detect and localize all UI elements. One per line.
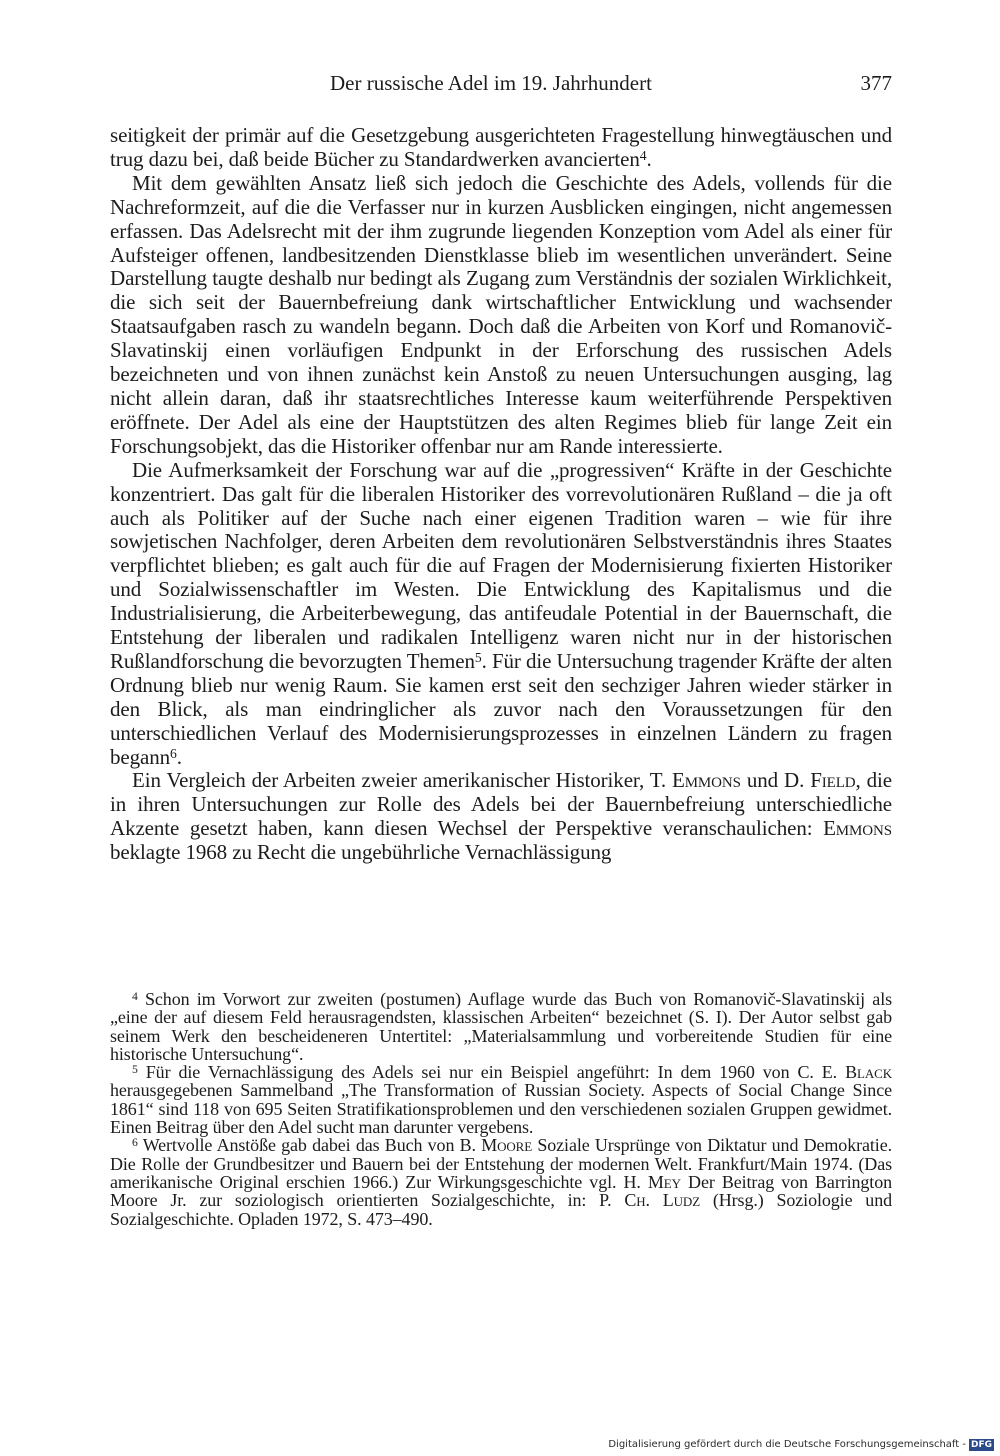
author-name-black: Black <box>845 1062 892 1083</box>
body-text <box>110 124 892 865</box>
footnote-ref-4: 4 <box>639 147 647 163</box>
footnote-6-text-2: Soziale Ursprünge von Diktatur und Demokratie. Die Rolle der Grundbesitzer und Bauern bei der Entstehung der modernen Welt. Frankfurt/Main 1974. (Das amerikanische Original erschien 1966.) Zur Wirkungsgeschichte vgl. H. <box>110 1135 892 1192</box>
paragraph-3: Die Aufmerksamkeit der Forschung war auf die „progressiven“ Kräfte in der Geschichte konzentriert. Das galt für die liberalen Historiker des vorrevolutionären Rußland – die ja oft auch als Politiker auf der Suche nach einer eigenen Tradition waren – wie für ihre sowjetischen Nachfolger, deren Arbeiten dem revolutionären Selbstverständnis ihres Staates verpflichtet blieben; es galt auch für die auf Fragen der Modernisierung fixierten Historiker und Sozialwissenschaftler im Westen. Die Entwicklung des Kapitalismus und die Industrialisierung, die Arbeiterbewegung, das antifeudale Potential in der Bauernschaft, die Entstehung der liberalen und radikalen Intelligenz waren nicht nur in der historischen Rußlandforschung die bevorzugten Themen$^5$. Für die Untersuchung tragender Kräfte der alten Ordnung blieb nur wenig Raum. Sie kamen erst seit den sechziger Jahren wieder stärker in den Blick, als man eindringlicher als zuvor nach den Voraussetzungen für den unterschiedlichen Verlauf des Modernisierungsprozesses in einzelnen Ländern zu fragen begann$^6$. <box>110 457 892 769</box>
paragraph-4 <box>110 769 892 865</box>
paragraph-1-text: seitigkeit der primär auf die Gesetzgebung ausgerichteten Fragestellung hinwegtäuschen und trug dazu bei, daß beide Bücher zu Standardwerken avancierten <box>110 123 892 171</box>
author-name-emmons: Emmons <box>671 768 741 793</box>
author-name-moore: Moore <box>481 1135 533 1156</box>
author-name-ludz: Ch. Ludz <box>624 1190 701 1211</box>
author-name-field: Field <box>810 768 856 793</box>
digitization-notice-text: Digitalisierung gefördert durch die Deutsche Forschungsgemeinschaft - <box>608 1439 966 1450</box>
paragraph-3-text-a: Die Aufmerksamkeit der Forschung war auf die „progressiven“ Kräfte in der Geschichte konzentriert. Das galt für die liberalen Historiker des vorrevolutionären Rußland – die ja oft auch als Politiker auf der Suche nach einer eigenen Tradition waren – wie für ihre sowjetischen Nachfolger, deren Arbeiten dem revolutionären Selbstverständnis ihres Staates verpflichtet blieben; es galt auch für die auf Fragen der Modernisierung fixierten Historiker und Sozialwissenschaftler im Westen. Die Entwicklung des Kapitalismus und die Industrialisierung, die Arbeiterbewegung, das antifeudale Potential in der Bauernschaft, die Entstehung der liberalen und radikalen Intelligenz waren nicht nur in der historischen Rußlandforschung die bevorzugten Themen <box>110 457 892 673</box>
footnote-5-text-1: Für die Vernachlässigung des Adels sei nur ein Beispiel angeführt: In dem 1960 von C. E. <box>137 1062 846 1083</box>
footnote-number-4: 4 <box>132 989 138 1003</box>
footnote-6 <box>110 1136 892 1227</box>
footnote-5 <box>110 1063 892 1136</box>
paragraph-3-text-b: . Für die Untersuchung tragender Kräfte der alten Ordnung blieb nur wenig Raum. Sie kamen erst seit den sechziger Jahren wieder stärker in den Blick, als man eindringlicher als zuvor nach den Voraussetzungen für den unterschiedlichen Verlauf des Modernisierungsprozesses in einzelnen Ländern zu fragen begann <box>110 648 892 769</box>
digitization-notice <box>608 1438 994 1452</box>
paragraph-4-text-4: beklagte 1968 zu Recht die ungebührliche Vernachlässigung <box>110 840 612 865</box>
footnote-number-6: 6 <box>132 1136 138 1150</box>
footnote-ref-6: 6 <box>170 745 177 761</box>
footnote-4 <box>110 990 892 1063</box>
paragraph-4-text-2: und D. <box>740 768 811 793</box>
footnote-6-text-3: Der Beitrag von Barrington Moore Jr. zur soziologisch orientierten Sozialgeschichte, in: P. <box>110 1171 893 1211</box>
footnote-4-text: Schon im Vorwort zur zweiten (postumen) Auflage wurde das Buch von Romanovič-Slavatinskij als „eine der auf diesem Feld herausragendsten, klassischen Arbeiten“ bezeichnet (S. I). Der Autor selbst gab seinem Werk den bescheideneren Untertitel: „Materialsammlung und vorbereitende Studien für eine historische Untersuchung“. <box>110 989 892 1064</box>
footnotes <box>110 990 892 1228</box>
footnote-6-text-1: Wertvolle Anstöße gab dabei das Buch von B. <box>137 1135 482 1156</box>
footnote-6-text-4: (Hrsg.) Soziologie und Sozialgeschichte. Opladen 1972, S. 473–490. <box>110 1190 892 1229</box>
author-name-mey: Mey <box>647 1171 681 1192</box>
running-title: Der russische Adel im 19. Jahrhundert <box>330 71 652 95</box>
dfg-logo-icon: DFG <box>970 1440 992 1450</box>
paragraph-4-text-1: Ein Vergleich der Arbeiten zweier amerikanischer Historiker, T. <box>132 768 672 793</box>
paragraph-2: Mit dem gewählten Ansatz ließ sich jedoch die Geschichte des Adels, vollends für die Nachreformzeit, auf die die Verfasser nur in kurzen Ausblicken eingingen, nicht angemessen erfassen. Das Adelsrecht mit der ihm zugrunde liegenden Konzeption vom Adel als einer für Aufsteiger offenen, landbesitzenden Dienstklasse blieb im wesentlichen unverändert. Seine Darstellung taugte deshalb nur bedingt als Zugang zum Verständnis der sozialen Wirklichkeit, die sich seit der Bauernbefreiung dank wirtschaftlicher Entwicklung und wachsender Staatsaufgaben rasch zu wandeln begann. Doch daß die Arbeiten von Korf und Romanovič-Slavatinskij einen vorläufigen Endpunkt in der Erforschung des russischen Adels bezeichneten und von ihnen zunächst kein Anstoß zu neuen Untersuchungen ausging, lag nicht allein daran, daß ihr staatsrechtliches Interesse kaum weiterführende Perspektiven eröffnete. Der Adel als eine der Hauptstützen des alten Regimes blieb für lange Zeit ein Forschungsobjekt, das die Historiker offenbar nur am Rande interessierte. <box>110 170 892 458</box>
footnote-number-5: 5 <box>132 1062 138 1076</box>
footnote-ref-5: 5 <box>474 649 482 665</box>
paragraph-1: seitigkeit der primär auf die Gesetzgebung ausgerichteten Fragestellung hinwegtäuschen und trug dazu bei, daß beide Bücher zu Standardwerken avancierten$^4$. <box>110 123 892 171</box>
page-number: 377 <box>860 71 892 95</box>
paragraph-4-text-3: , die in ihren Untersuchungen zur Rolle des Adels bei der Bauernbefreiung unterschiedliche Akzente gesetzt haben, kann diesen Wechsel der Perspektive veranschaulichen: <box>110 768 892 841</box>
author-name-emmons-2: Emmons <box>823 816 892 841</box>
footnote-5-text-2: herausgegebenen Sammelband „The Transformation of Russian Society. Aspects of Social Change Since 1861“ sind 118 von 695 Seiten Stratifikationsproblemen und den verschiedenen sozialen Gruppen gewidmet. Einen Beitrag über den Adel sucht man darunter vergebens. <box>110 1080 892 1138</box>
